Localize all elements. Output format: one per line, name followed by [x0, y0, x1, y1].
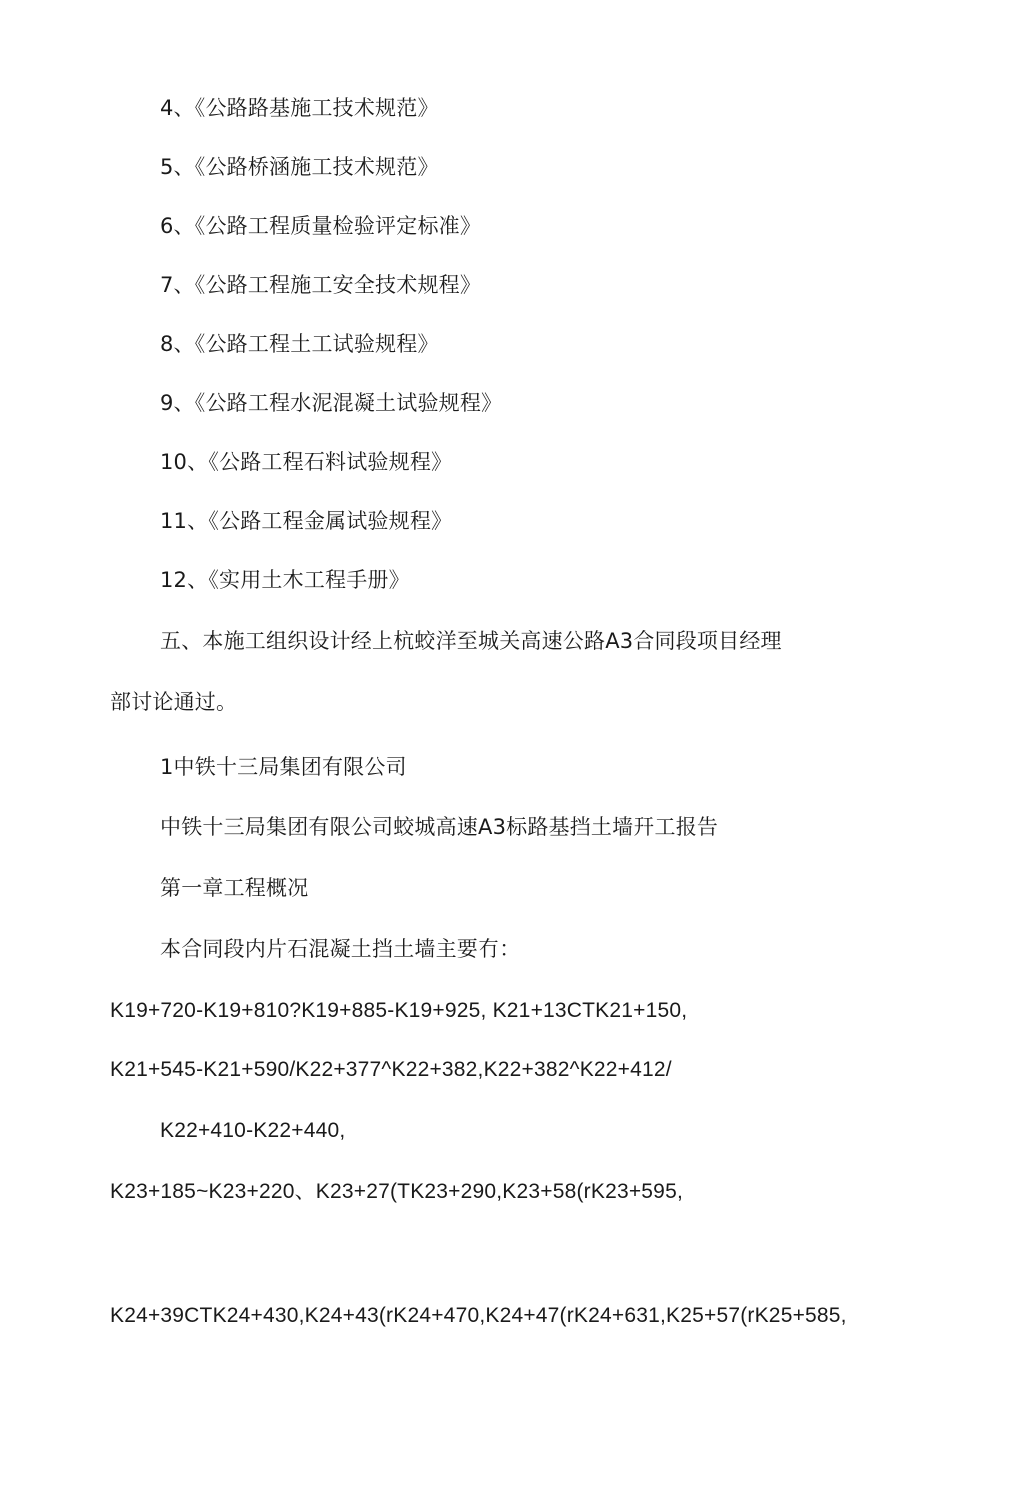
- reference-item: 10、《公路工程石料试验规程》: [160, 450, 453, 474]
- report-title: 中铁十三局集团有限公司蛟城高速A3标路基挡土墙幵工报告: [160, 815, 719, 839]
- station-list-row: K24+39CTK24+430,K24+43(rK24+470,K24+47(rK24+631,K25+57(rK25+585,: [110, 1304, 847, 1327]
- reference-item: 7、《公路工程施工安全技术规程》: [160, 273, 482, 297]
- intro-paragraph: 本合同段内片石混凝土挡土墙主要冇：: [160, 937, 521, 961]
- reference-item: 12、《实用土木工程手册》: [160, 568, 410, 592]
- reference-item: 9、《公路工程水泥混凝土试验规程》: [160, 391, 503, 415]
- station-list-row: K22+410-K22+440,: [160, 1119, 346, 1142]
- reference-item: 8、《公路工程土工试验规程》: [160, 332, 439, 356]
- company-line: 1中铁十三局集团有限公司: [160, 755, 407, 779]
- station-list-row: K19+720-K19+810?K19+885-K19+925, K21+13CTK21+150,: [110, 999, 688, 1022]
- station-list-row: K21+545-K21+590/K22+377^K22+382,K22+382^K22+412/: [110, 1058, 672, 1081]
- reference-item: 11、《公路工程金属试验规程》: [160, 509, 453, 533]
- reference-item: 5、《公路桥涵施工技术规范》: [160, 155, 439, 179]
- station-list-row: K23+185~K23+220、K23+27(TK23+290,K23+58(rK23+595,: [110, 1180, 683, 1203]
- section-five-line-1: 五、本施工组织设计经上杭蛟洋至城关高速公路A3合同段项目经理: [160, 629, 782, 653]
- reference-item: 6、《公路工程质量检验评定标准》: [160, 214, 482, 238]
- section-five-line-2: 部讨论通过。: [110, 690, 238, 714]
- chapter-title: 第一章工程概况: [160, 876, 309, 900]
- reference-item: 4、《公路路基施工技术规范》: [160, 96, 439, 120]
